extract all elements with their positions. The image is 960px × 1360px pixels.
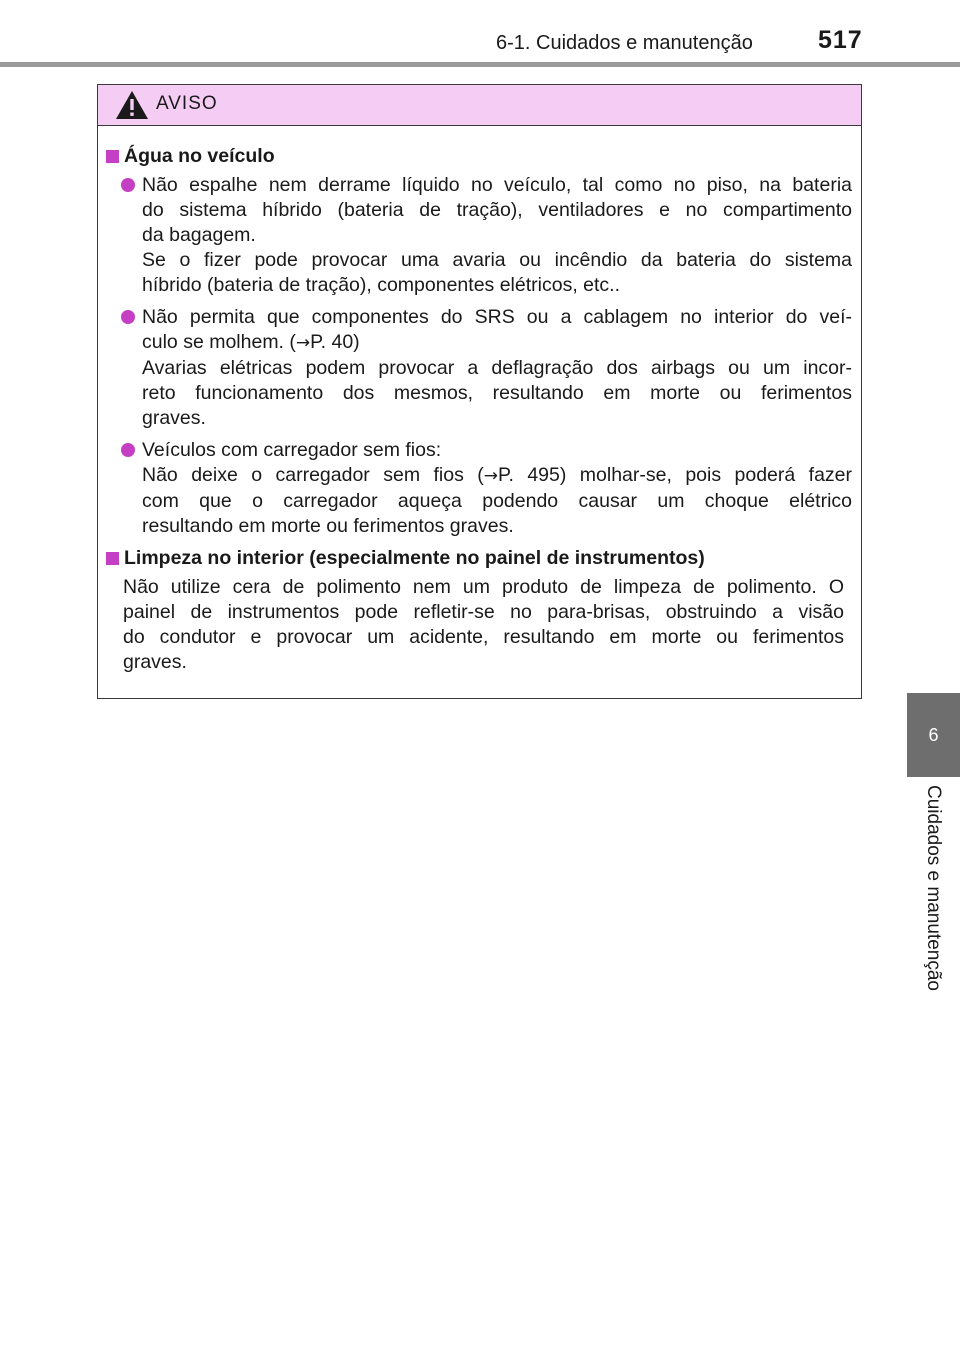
round-bullet-icon	[121, 443, 135, 457]
square-bullet-icon	[106, 552, 119, 565]
header-divider	[0, 62, 960, 67]
text-segment: culo se molhem. (	[142, 331, 296, 353]
section-title-text: Limpeza no interior (especialmente no painel de instrumentos)	[124, 547, 705, 569]
warning-title: AVISO	[156, 93, 218, 114]
text-line: Não utilize cera de polimento nem um produto de limpeza de polimento. O	[123, 576, 844, 598]
warning-triangle-icon	[115, 90, 149, 120]
text-line	[142, 463, 852, 489]
paragraph	[106, 575, 852, 675]
page-reference-link[interactable]: P. 40)	[310, 331, 360, 353]
warning-body	[98, 126, 861, 675]
right-arrow-icon: →	[295, 333, 311, 353]
section-title	[106, 144, 852, 169]
text-line: da bagagem.	[142, 224, 256, 246]
running-header-section: 6-1. Cuidados e manutenção	[496, 32, 753, 54]
chapter-tab-number: 6	[928, 724, 939, 745]
text-line: Avarias elétricas podem provocar a deflagração dos airbags ou um incor-	[142, 357, 852, 379]
text-line	[142, 330, 852, 356]
right-arrow-icon: →	[483, 466, 498, 486]
section-title	[106, 546, 852, 571]
page-reference-link[interactable]: P. 495) molhar-se, pois poderá fazer	[498, 464, 853, 486]
warning-header	[98, 85, 861, 126]
chapter-tab[interactable]	[907, 693, 960, 777]
text-segment: Não deixe o carregador sem fios (	[142, 464, 484, 486]
text-line: Não espalhe nem derrame líquido no veículo, tal como no piso, na bateria	[142, 174, 852, 196]
list-item	[106, 305, 852, 431]
text-line: painel de instrumentos pode refletir-se no para-brisas, obstruindo a visão	[123, 601, 844, 623]
chapter-side-label-text: Cuidados e manutenção	[923, 785, 944, 991]
list-item	[106, 438, 852, 539]
warning-box	[97, 84, 862, 699]
round-bullet-icon	[121, 178, 135, 192]
text-line: reto funcionamento dos mesmos, resultando em morte ou ferimentos	[142, 382, 852, 404]
text-line: híbrido (bateria de tração), componentes elétricos, etc..	[142, 274, 620, 296]
text-line: com que o carregador aqueça podendo causar um choque elétrico	[142, 490, 852, 512]
text-line: Não permita que componentes do SRS ou a cablagem no interior do veí-	[142, 306, 852, 328]
text-line: Se o fizer pode provocar uma avaria ou incêndio da bateria do sistema	[142, 249, 852, 271]
section-title-text: Água no veículo	[124, 145, 275, 167]
text-line: Veículos com carregador sem fios:	[142, 439, 442, 461]
chapter-side-label	[907, 785, 960, 1015]
text-line: graves.	[123, 651, 187, 673]
page-number: 517	[818, 26, 863, 54]
text-line: graves.	[142, 407, 206, 429]
text-line: do condutor e provocar um acidente, resultando em morte ou ferimentos	[123, 626, 844, 648]
text-line: resultando em morte ou ferimentos graves.	[142, 515, 514, 537]
round-bullet-icon	[121, 310, 135, 324]
square-bullet-icon	[106, 150, 119, 163]
list-item	[106, 173, 852, 298]
text-line: do sistema híbrido (bateria de tração), ventiladores e no compartimento	[142, 199, 852, 221]
